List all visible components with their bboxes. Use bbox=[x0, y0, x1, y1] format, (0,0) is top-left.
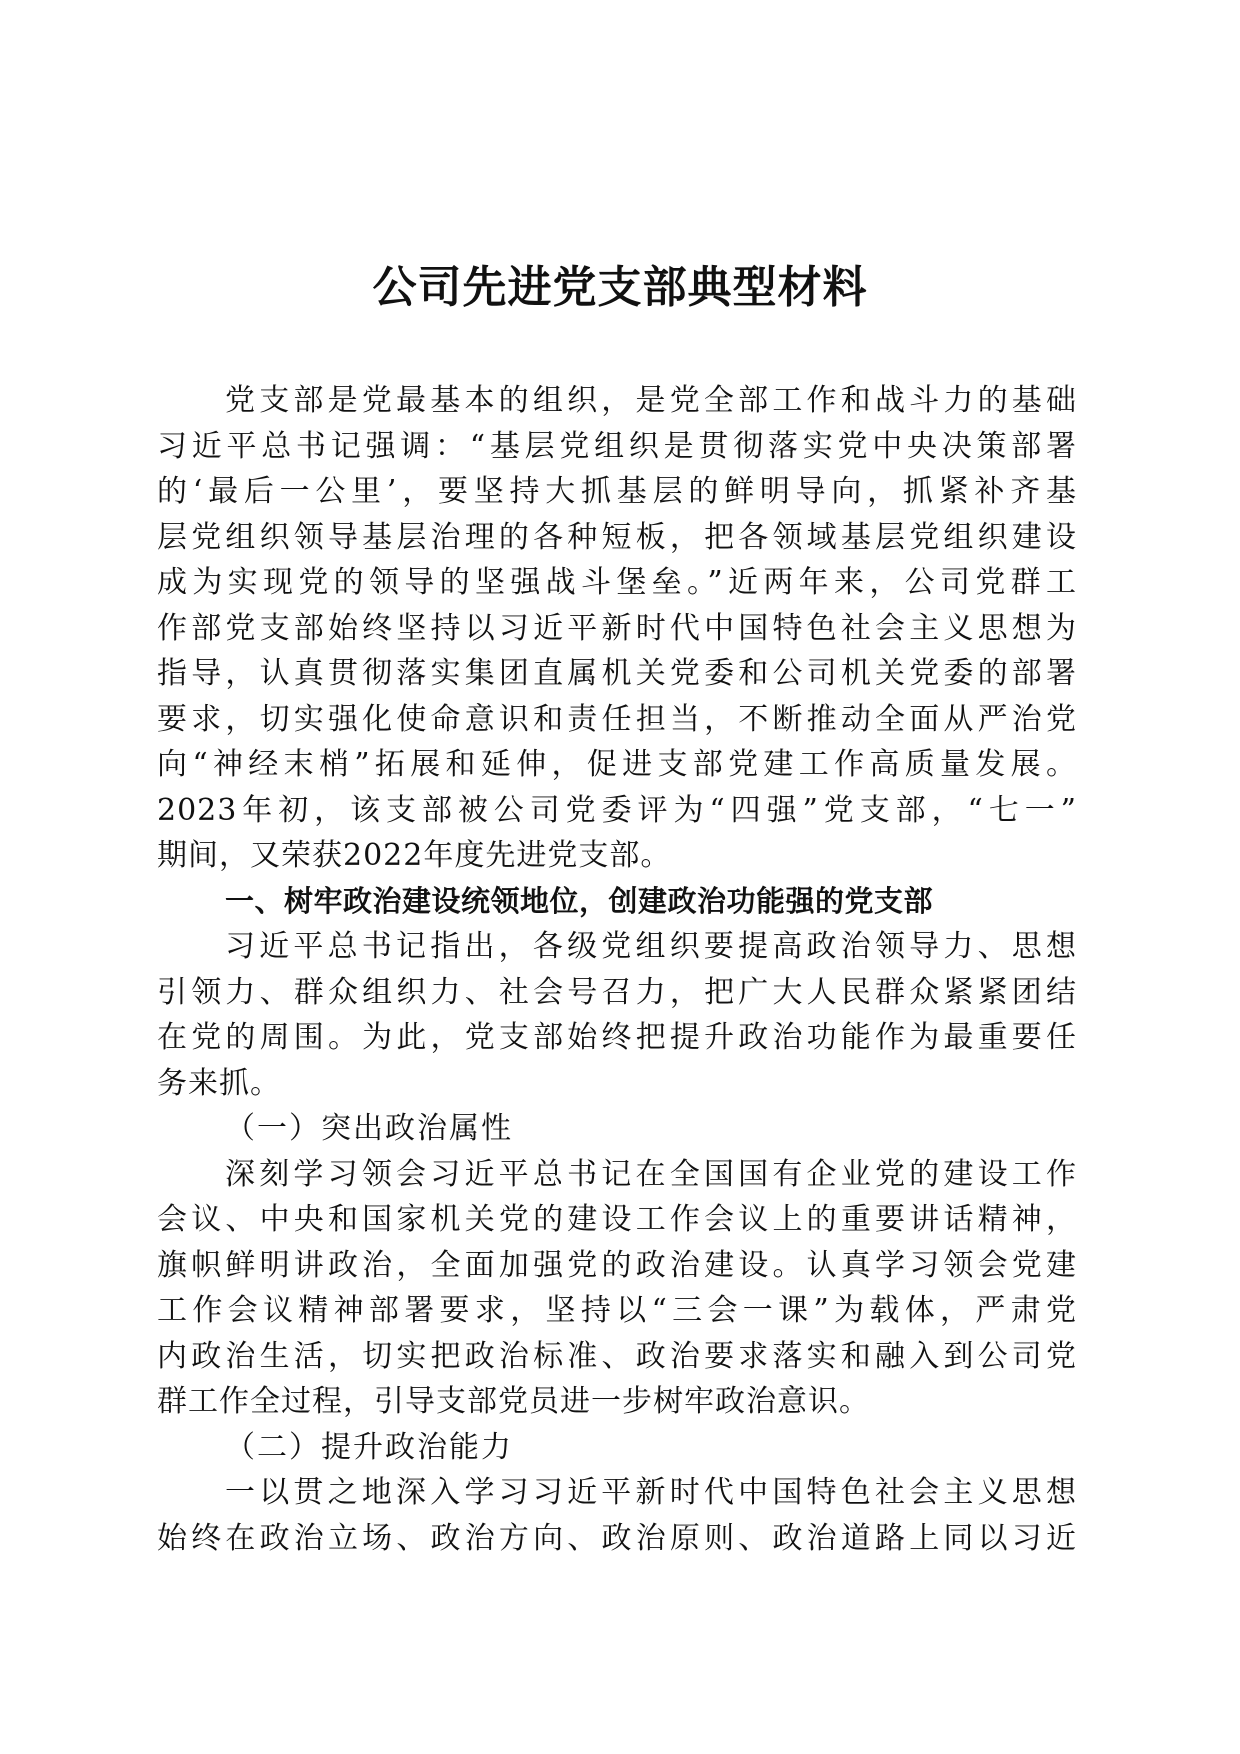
paragraph-line: 要求，切实强化使命意识和责任担当，不断推动全面从严治党 bbox=[157, 701, 1077, 737]
subsection-heading: （二）提升政治能力 bbox=[225, 1429, 513, 1465]
paragraph-line: 作部党支部始终坚持以习近平新时代中国特色社会主义思想为 bbox=[157, 610, 1077, 646]
paragraph-line: 务来抓。 bbox=[157, 1065, 281, 1101]
paragraph-line: 期间，又荣获2022年度先进党支部。 bbox=[157, 838, 672, 873]
paragraph-line: 指导，认真贯彻落实集团直属机关党委和公司机关党委的部署 bbox=[157, 656, 1077, 691]
paragraph-line: 2023年初，该支部被公司党委评为“四强”党支部，“七一” bbox=[157, 792, 1077, 828]
paragraph-line: 深刻学习领会习近平总书记在全国国有企业党的建设工作 bbox=[225, 1156, 1077, 1192]
document-body bbox=[157, 378, 1077, 1561]
section-heading: 一、树牢政治建设统领地位，创建政治功能强的党支部 bbox=[225, 883, 934, 918]
paragraph-line: 成为实现党的领导的坚强战斗堡垒。”近两年来，公司党群工 bbox=[157, 565, 1077, 600]
paragraph-line: 的‘最后一公里’，要坚持大抓基层的鲜明导向，抓紧补齐基 bbox=[157, 474, 1077, 509]
paragraph-line: 始终在政治立场、政治方向、政治原则、政治道路上同以习近 bbox=[157, 1520, 1077, 1556]
paragraph-line: 引领力、群众组织力、社会号召力，把广大人民群众紧紧团结 bbox=[157, 974, 1077, 1010]
paragraph-line: 习近平总书记强调：“基层党组织是贯彻落实党中央决策部署 bbox=[157, 428, 1077, 464]
paragraph-line: 内政治生活，切实把政治标准、政治要求落实和融入到公司党 bbox=[157, 1338, 1077, 1374]
paragraph-line: 党支部是党最基本的组织，是党全部工作和战斗力的基础 bbox=[225, 383, 1077, 418]
paragraph-line: 习近平总书记指出，各级党组织要提高政治领导力、思想 bbox=[225, 929, 1077, 964]
paragraph-line: 旗帜鲜明讲政治，全面加强党的政治建设。认真学习领会党建 bbox=[157, 1247, 1077, 1283]
paragraph-line: 向“神经末梢”拓展和延伸，促进支部党建工作高质量发展。 bbox=[157, 747, 1077, 782]
paragraph-line: 群工作全过程，引导支部党员进一步树牢政治意识。 bbox=[157, 1384, 870, 1419]
document-title: 公司先进党支部典型材料 bbox=[372, 262, 868, 313]
paragraph-line: 在党的周围。为此，党支部始终把提升政治功能作为最重要任 bbox=[157, 1020, 1077, 1055]
paragraph-line: 一以贯之地深入学习习近平新时代中国特色社会主义思想 bbox=[225, 1475, 1077, 1510]
paragraph-line: 会议、中央和国家机关党的建设工作会议上的重要讲话精神， bbox=[157, 1202, 1077, 1237]
paragraph-line: 工作会议精神部署要求，坚持以“三会一课”为载体，严肃党 bbox=[157, 1293, 1077, 1328]
subsection-heading: （一）突出政治属性 bbox=[225, 1111, 513, 1146]
paragraph-line: 层党组织领导基层治理的各种短板，把各领域基层党组织建设 bbox=[157, 519, 1077, 555]
